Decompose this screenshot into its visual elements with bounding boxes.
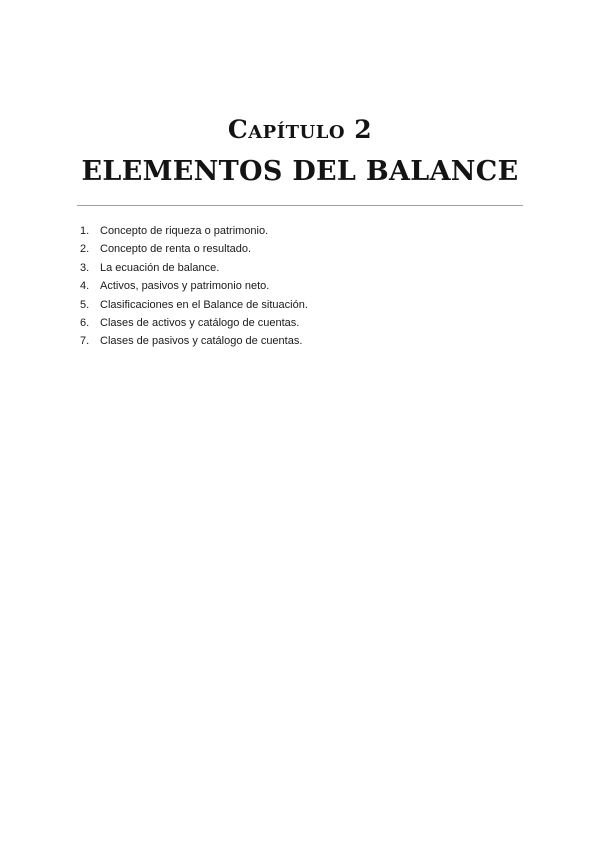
item-number: 6. bbox=[80, 316, 90, 329]
list-item bbox=[80, 332, 520, 350]
item-number: 1. bbox=[80, 225, 90, 237]
item-text: Clasificaciones en el Balance de situación. bbox=[100, 298, 308, 311]
list-item bbox=[80, 259, 520, 277]
item-text: Activos, pasivos y patrimonio neto. bbox=[100, 280, 270, 293]
list-item bbox=[80, 222, 520, 240]
chapter-title: ELEMENTOS DEL BALANCE bbox=[81, 156, 519, 187]
list-item bbox=[80, 277, 520, 295]
item-text: Clases de activos y catálogo de cuentas. bbox=[100, 316, 300, 329]
item-text: Concepto de renta o resultado. bbox=[100, 243, 252, 256]
list-item bbox=[80, 314, 520, 332]
item-text: La ecuación de balance. bbox=[100, 261, 220, 274]
list-item bbox=[80, 240, 520, 258]
item-number: 2. bbox=[80, 243, 90, 256]
item-text: Clases de pasivos y catálogo de cuentas. bbox=[100, 335, 303, 348]
item-number: 7. bbox=[80, 335, 90, 348]
item-number: 5. bbox=[80, 298, 90, 311]
header-divider bbox=[77, 205, 523, 206]
chapter-contents-list bbox=[80, 222, 520, 351]
item-number: 4. bbox=[80, 280, 90, 293]
list-item bbox=[80, 296, 520, 314]
chapter-label: Capítulo 2 bbox=[227, 115, 373, 144]
chapter-header bbox=[0, 112, 600, 192]
item-number: 3. bbox=[80, 261, 90, 274]
item-text: Concepto de riqueza o patrimonio. bbox=[100, 225, 269, 237]
